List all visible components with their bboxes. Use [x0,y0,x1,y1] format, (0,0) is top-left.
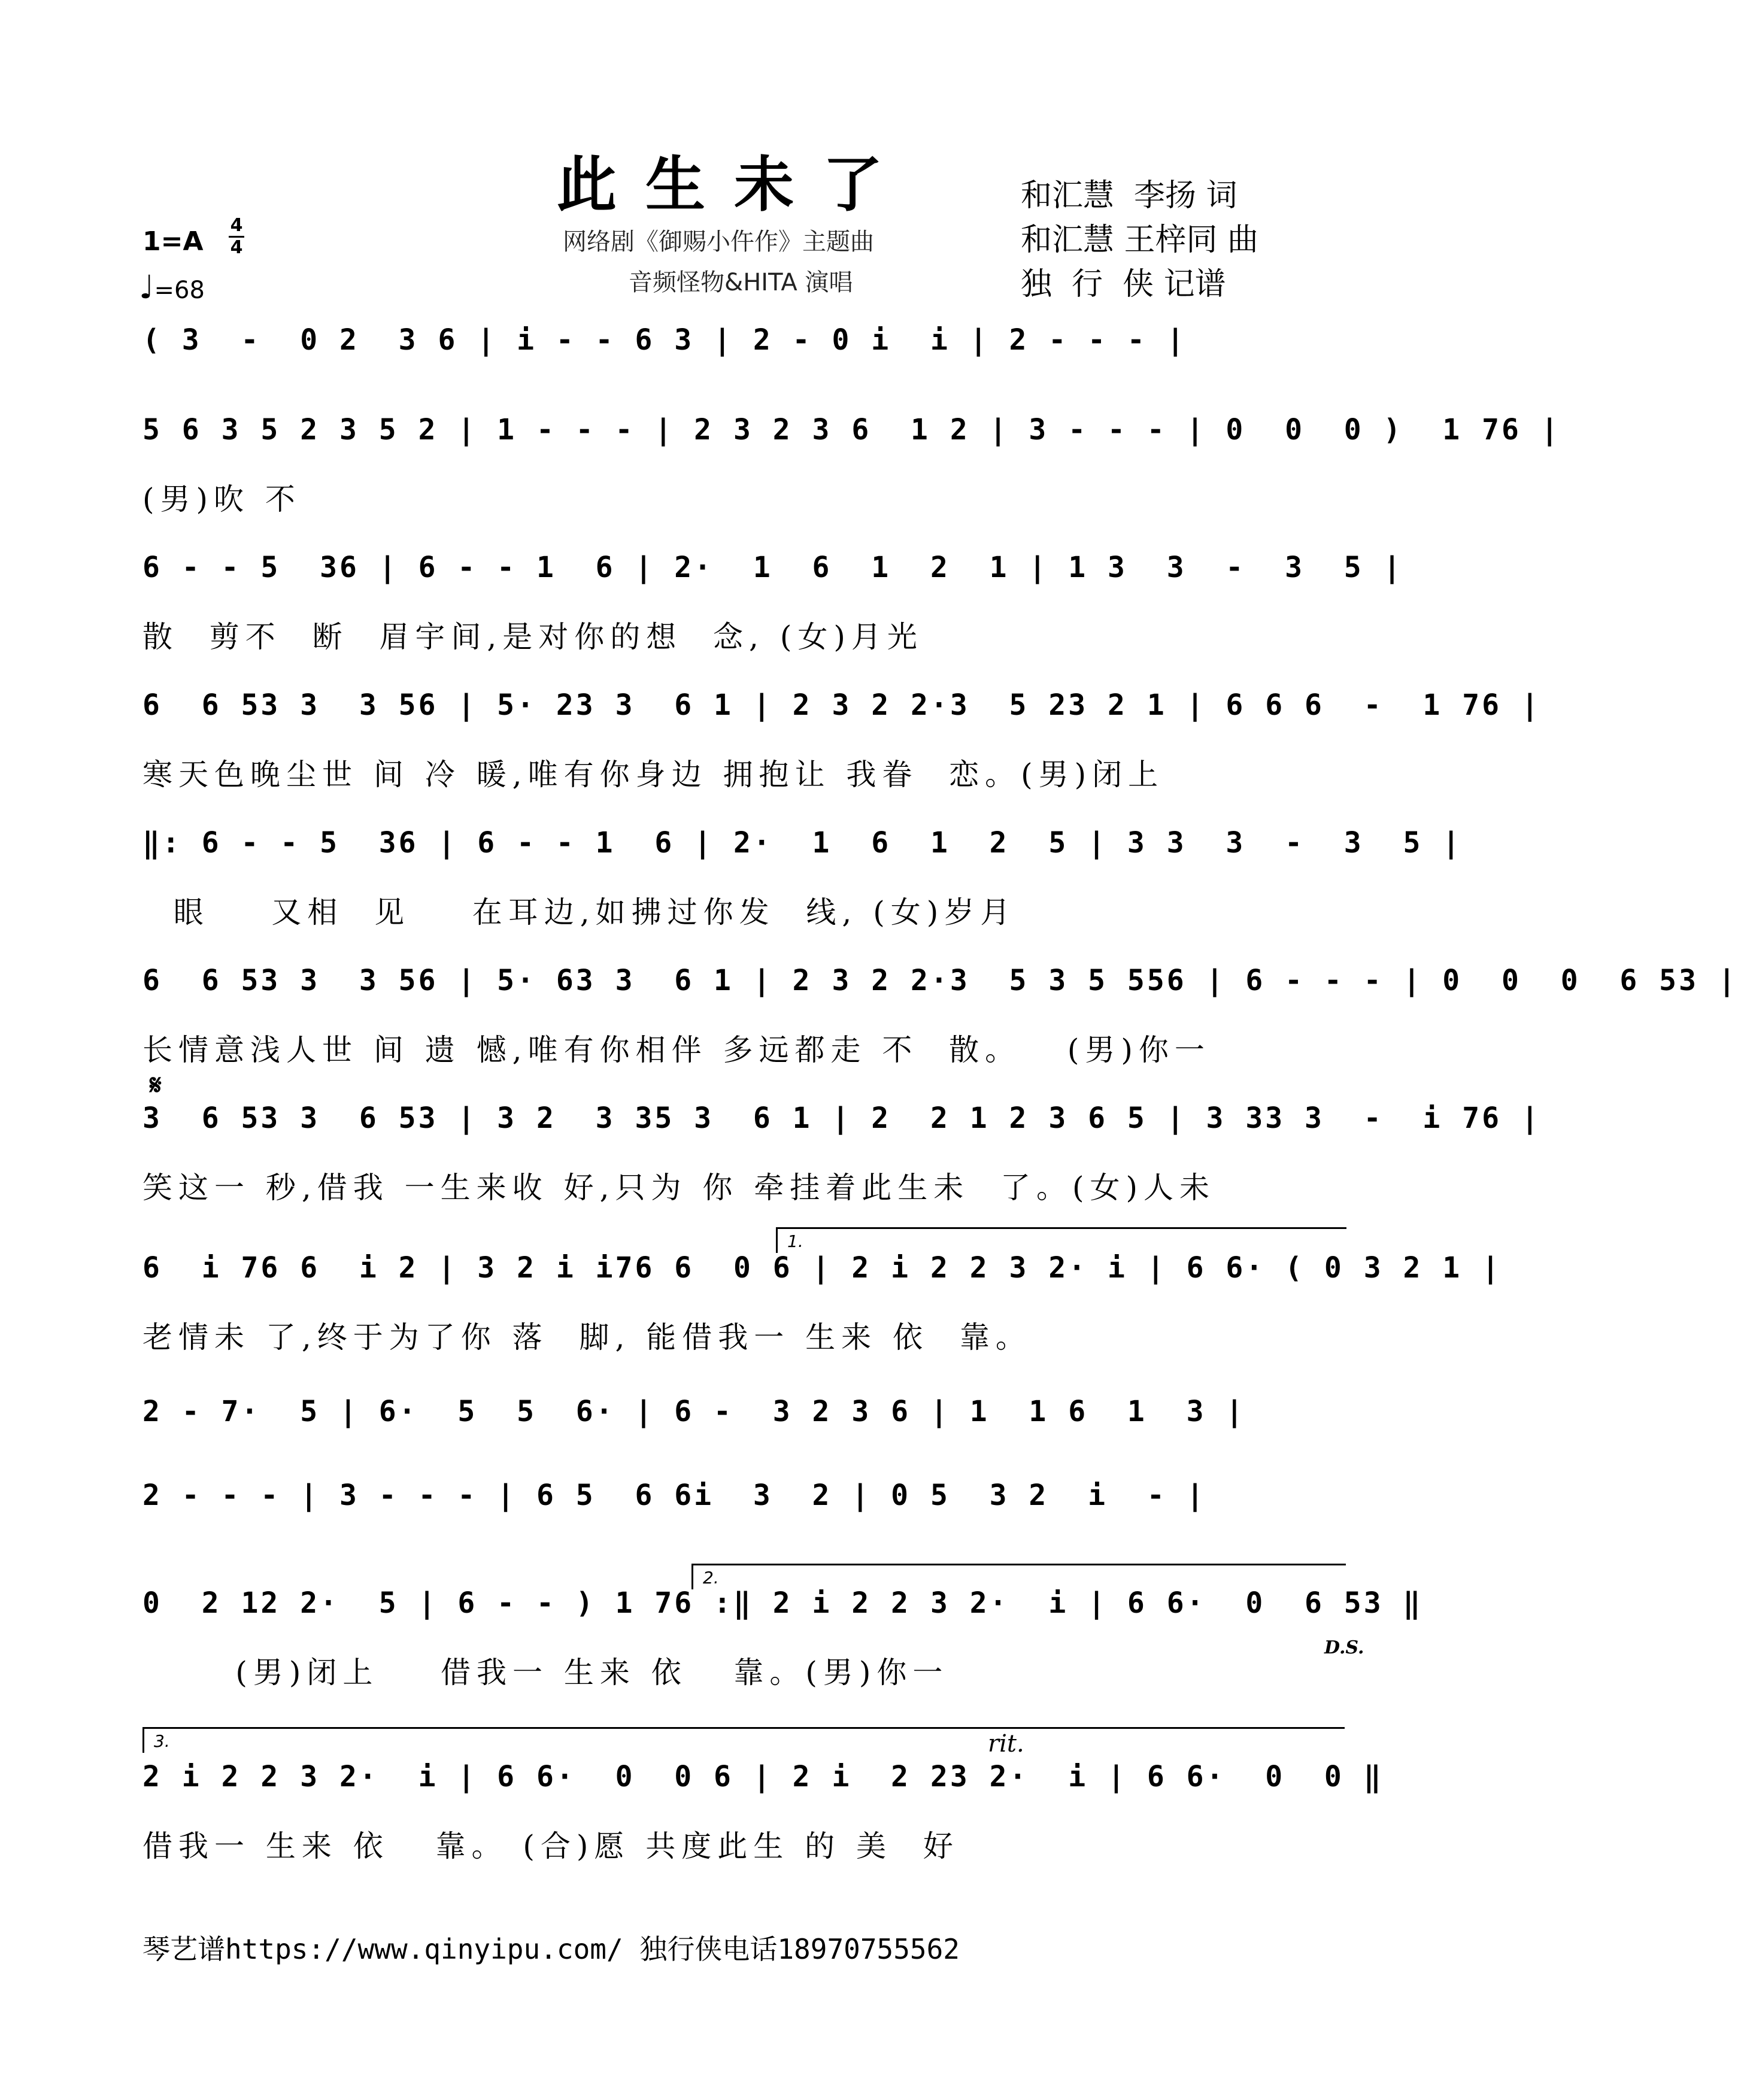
staff-line [142,1101,1541,1205]
tempo-marking [139,268,205,306]
staff-lyrics: 长情意浅人世 间 遗 憾,唯有你相伴 多远都走 不 散。 (男)你一 [142,1033,1211,1067]
tempo-value: =68 [154,277,205,304]
staff-lyrics: 借我一 生来 依 靠。 (合)愿 共度此生 的 美 好 [142,1829,959,1864]
staff-notes: 6 6 53 3 3 56 | 5· 63 3 6 1 | 2 3 2 2·3 5 3 5 556 | 6 - - - | 0 0 0 6 53 | [142,964,1738,997]
staff-line [142,1395,1343,1461]
credit-music: 和汇慧 王梓同 曲 [1021,222,1259,258]
staff-line [142,1760,1384,1864]
subtitle: 网络剧《御赐小仵作》主题曲 [563,228,874,256]
credits-block [1021,174,1258,306]
staff-notes: ‖: 6 - - 5 36 | 6 - - 1 6 | 2· 1 6 1 2 5 | 3 3 3 - 3 5 | [142,826,1463,860]
staff-line [142,826,1463,930]
staff-notes: 2 - 7· 5 | 6· 5 5 6· | 6 - 3 2 3 6 | 1 1 6 1 3 | [142,1395,1246,1428]
staff-notes: 6 i 76 6 i 2 | 3 2 i i76 6 0 6 | 2 i 2 2 3 2· i | 6 6· ( 0 3 2 1 | [142,1251,1502,1285]
staff-line [142,551,1403,654]
staff-notes: ( 3 - 0 2 3 6 | i - - 6 3 | 2 - 0 i i | 2 - - - | [142,323,1187,357]
staff-lyrics: 笑这一 秒,借我 一生来收 好,只为 你 牵挂着此生未 了。(女)人未 [142,1170,1216,1205]
staff-notes: 3 6 53 3 6 53 | 3 2 3 35 3 6 1 | 2 2 1 2 3 6 5 | 3 33 3 - i 76 | [142,1101,1541,1135]
staff-notes: 5 6 3 5 2 3 5 2 | 1 - - - | 2 3 2 3 6 1 2 | 3 - - - | 0 0 0 ) 1 76 | [142,413,1561,447]
staff-lyrics: 眼 又相 见 在耳边,如拂过你发 线, (女)岁月 [142,895,1017,930]
ritardando-marking: rit. [988,1730,1024,1758]
ds-marking: D.S. [1324,1637,1364,1658]
staff-notes: 6 6 53 3 3 56 | 5· 23 3 6 1 | 2 3 2 2·3 5 23 2 1 | 6 6 6 - 1 76 | [142,688,1541,722]
time-sig-top: 4 [230,215,243,236]
staff-line [142,323,1343,389]
staff-lyrics: 散 剪不 断 眉宇间,是对你的想 念, (女)月光 [142,620,923,654]
volta-bracket-1: 1. [776,1227,1346,1253]
staff-notes: 2 i 2 2 3 2· i | 6 6· 0 0 6 | 2 i 2 23 2· i | 6 6· 0 0 ‖ [142,1760,1384,1794]
segno-icon: 𝄋 [150,1069,162,1101]
time-signature [229,217,244,257]
quarter-note-icon: ♩ [139,268,154,306]
credit-lyrics: 和汇慧 李扬 词 [1021,178,1237,214]
page-title: 此生未了 [557,149,911,220]
volta-bracket-2: 2. [691,1564,1346,1589]
volta-bracket-3: 3. [142,1727,1345,1753]
staff-line [142,413,1561,517]
staff-line [142,964,1738,1067]
footer-line: 琴艺谱https://www.qinyipu.com/ 独行侠电话18970755562 [142,1933,960,1965]
staff-lyrics: 寒天色晚尘世 间 冷 暖,唯有你身边 拥抱让 我眷 恋。(男)闭上 [142,757,1164,792]
staff-notes: 2 - - - | 3 - - - | 6 5 6 6i 3 2 | 0 5 3 2 i - | [142,1479,1206,1512]
staff-line [142,1479,1343,1544]
staff-lyrics: (男)吹 不 [142,482,301,517]
staff-line [142,688,1541,792]
staff-lyrics: 老情未 了,终于为了你 落 脚, 能借我一 生来 依 靠。 [142,1320,1032,1355]
staff-notes: 6 - - 5 36 | 6 - - 1 6 | 2· 1 6 1 2 1 | 1 3 3 - 3 5 | [142,551,1403,584]
key-signature: 1=A [142,226,204,257]
credit-transcriber: 独 行 侠 记谱 [1021,266,1226,302]
staff-line [142,1251,1502,1355]
staff-notes: 0 2 12 2· 5 | 6 - - ) 1 76 :‖ 2 i 2 2 3 2· i | 6 6· 0 6 53 ‖ [142,1586,1423,1620]
time-sig-bottom: 4 [230,237,243,258]
staff-lyrics: (男)闭上 借我一 生来 依 靠。(男)你一 [142,1655,949,1690]
performer-line: 音频怪物&HITA 演唱 [629,269,853,296]
